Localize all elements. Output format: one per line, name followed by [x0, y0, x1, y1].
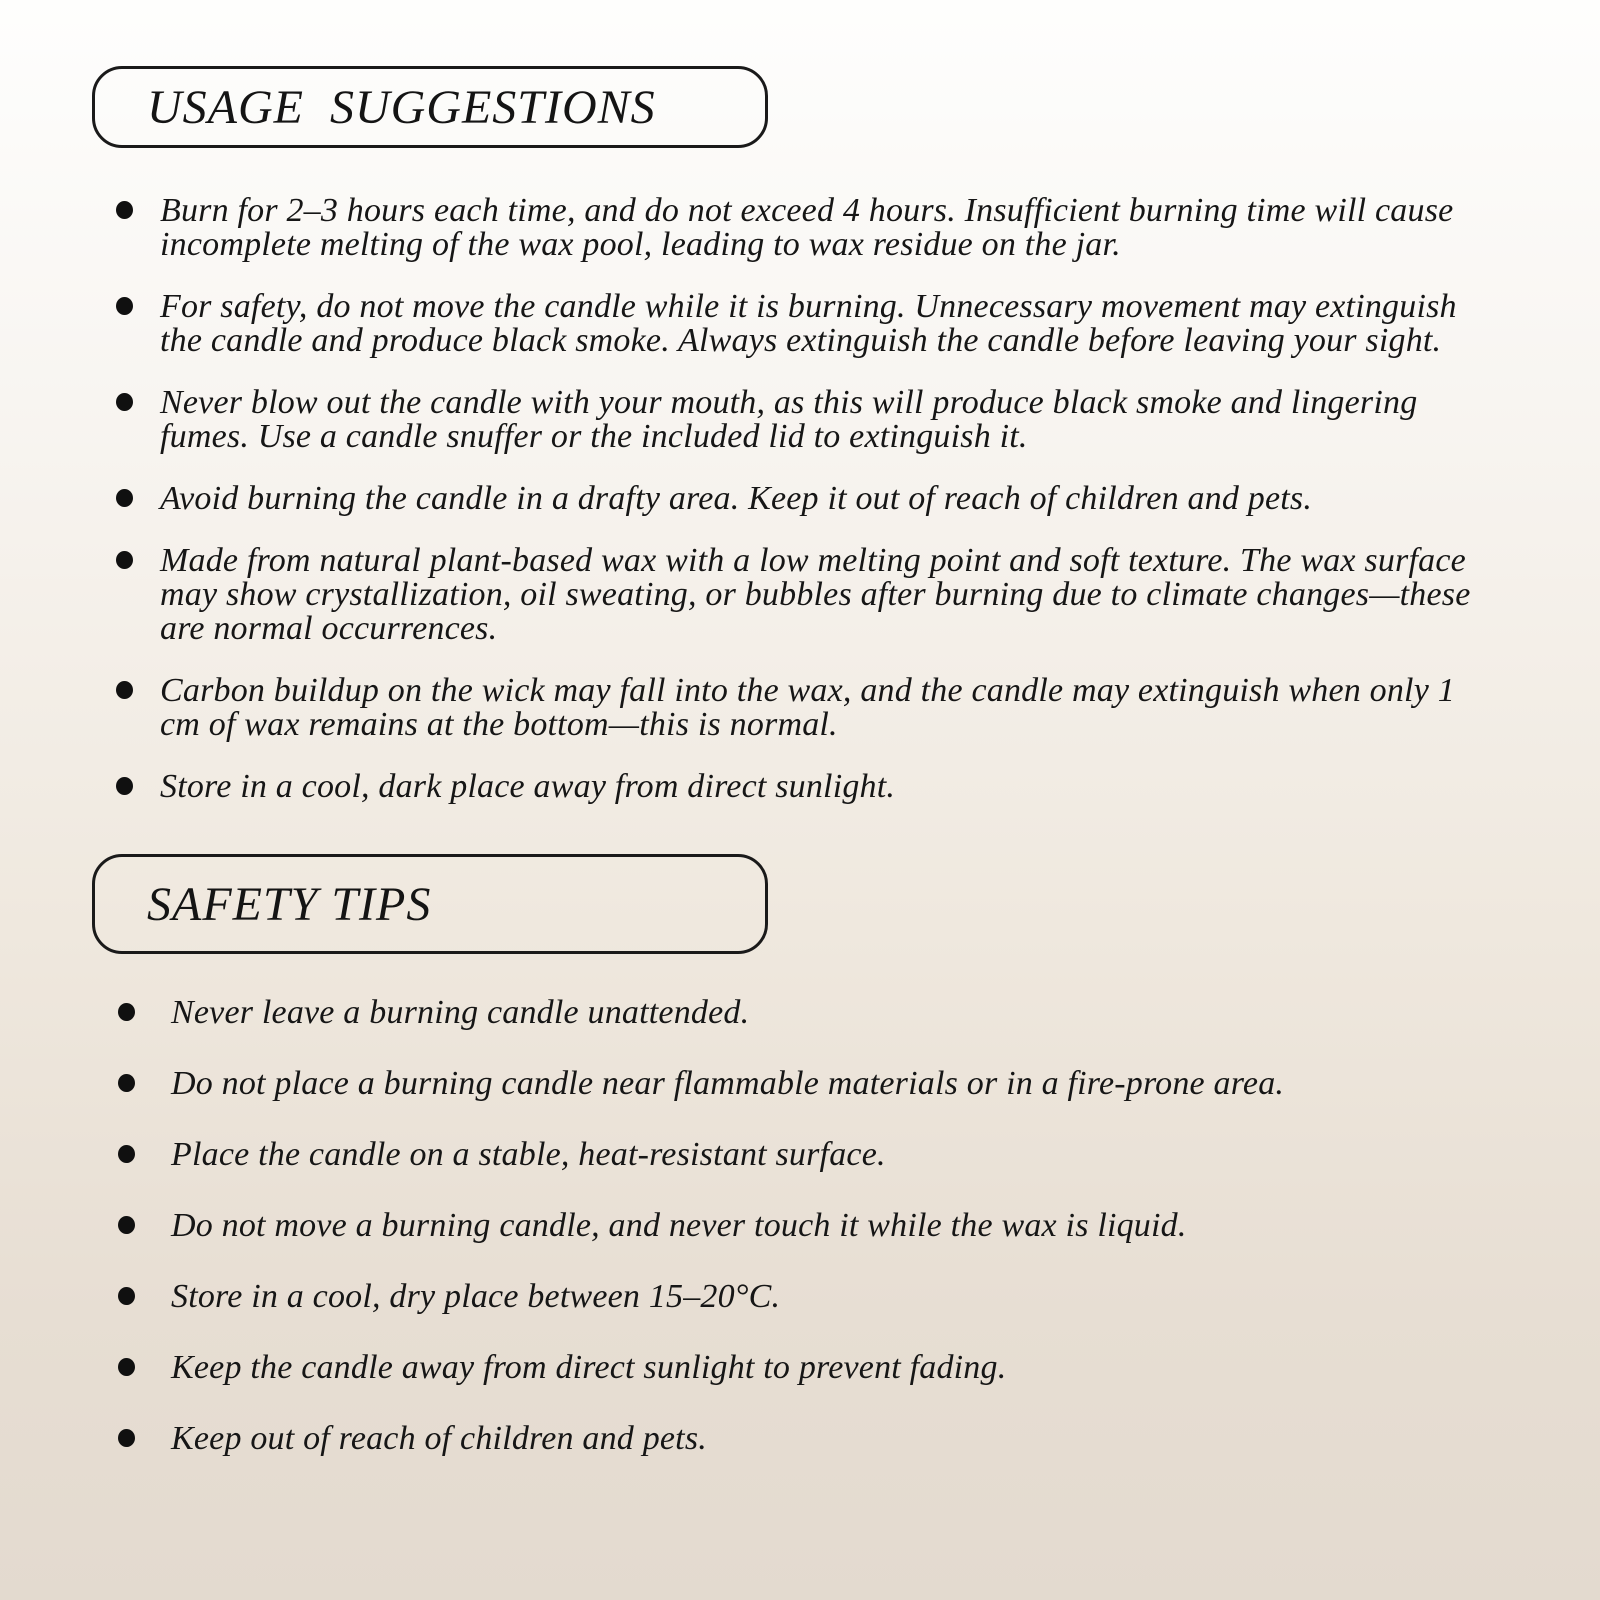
list-item	[118, 1422, 1500, 1456]
list-item	[116, 770, 1500, 804]
list-item	[118, 1138, 1500, 1172]
usage-title-box	[92, 66, 768, 148]
bullet-icon	[116, 681, 133, 699]
list-item	[118, 1209, 1500, 1243]
list-item-text: Do not move a burning candle, and never touch it while the wax is liquid.	[171, 1207, 1187, 1244]
list-item	[118, 1280, 1500, 1314]
list-item-text: Store in a cool, dark place away from direct sunlight.	[160, 768, 896, 805]
list-item	[118, 996, 1500, 1030]
bullet-icon	[118, 1287, 135, 1305]
list-item	[116, 674, 1500, 742]
list-item-text: Avoid burning the candle in a drafty area. Keep it out of reach of children and pets.	[160, 480, 1313, 517]
list-item	[116, 482, 1500, 516]
safety-title-box	[92, 854, 768, 954]
list-item-text: Store in a cool, dry place between 15–20°C.	[171, 1278, 781, 1315]
bullet-icon	[116, 551, 133, 569]
list-item-text: Never blow out the candle with your mouth, as this will produce black smoke and lingering fumes. Use a candle snuffer or the included lid to extinguish it.	[160, 384, 1418, 455]
bullet-icon	[118, 1145, 135, 1163]
list-item-text: Do not place a burning candle near flammable materials or in a fire-prone area.	[171, 1065, 1285, 1102]
list-item-text: Made from natural plant-based wax with a low melting point and soft texture. The wax surface may show crystallization, oil sweating, or bubbles after burning due to climate changes—these are normal occurrences.	[160, 542, 1471, 647]
bullet-icon	[116, 777, 133, 795]
list-item	[116, 386, 1500, 454]
usage-section-title: USAGE SUGGESTIONS	[147, 80, 656, 134]
bullet-icon	[116, 393, 133, 411]
safety-section-title: SAFETY TIPS	[147, 877, 432, 931]
usage-suggestions-section	[92, 66, 1500, 804]
usage-bullet-list	[92, 194, 1500, 804]
bullet-icon	[118, 1003, 135, 1021]
bullet-icon	[116, 489, 133, 507]
list-item	[116, 544, 1500, 646]
bullet-icon	[116, 201, 133, 219]
list-item-text: Carbon buildup on the wick may fall into the wax, and the candle may extinguish when only 1 cm of wax remains at the bottom—this is normal.	[160, 672, 1455, 743]
bullet-icon	[118, 1429, 135, 1447]
list-item-text: Burn for 2–3 hours each time, and do not exceed 4 hours. Insufficient burning time will cause incomplete melting of the wax pool, leading to wax residue on the jar.	[160, 192, 1454, 263]
bullet-icon	[116, 297, 133, 315]
list-item	[118, 1067, 1500, 1101]
list-item	[116, 290, 1500, 358]
list-item	[116, 194, 1500, 262]
bullet-icon	[118, 1216, 135, 1234]
list-item-text: Keep the candle away from direct sunlight to prevent fading.	[171, 1349, 1007, 1386]
list-item-text: Place the candle on a stable, heat-resistant surface.	[171, 1136, 886, 1173]
list-item-text: Never leave a burning candle unattended.	[171, 994, 750, 1031]
bullet-icon	[118, 1074, 135, 1092]
list-item-text: Keep out of reach of children and pets.	[171, 1420, 707, 1457]
bullet-icon	[118, 1358, 135, 1376]
safety-tips-section	[92, 854, 1500, 1456]
list-item-text: For safety, do not move the candle while it is burning. Unnecessary movement may extinguish the candle and produce black smoke. Always extinguish the candle before leaving your sight.	[160, 288, 1457, 359]
safety-bullet-list	[92, 996, 1500, 1456]
list-item	[118, 1351, 1500, 1385]
